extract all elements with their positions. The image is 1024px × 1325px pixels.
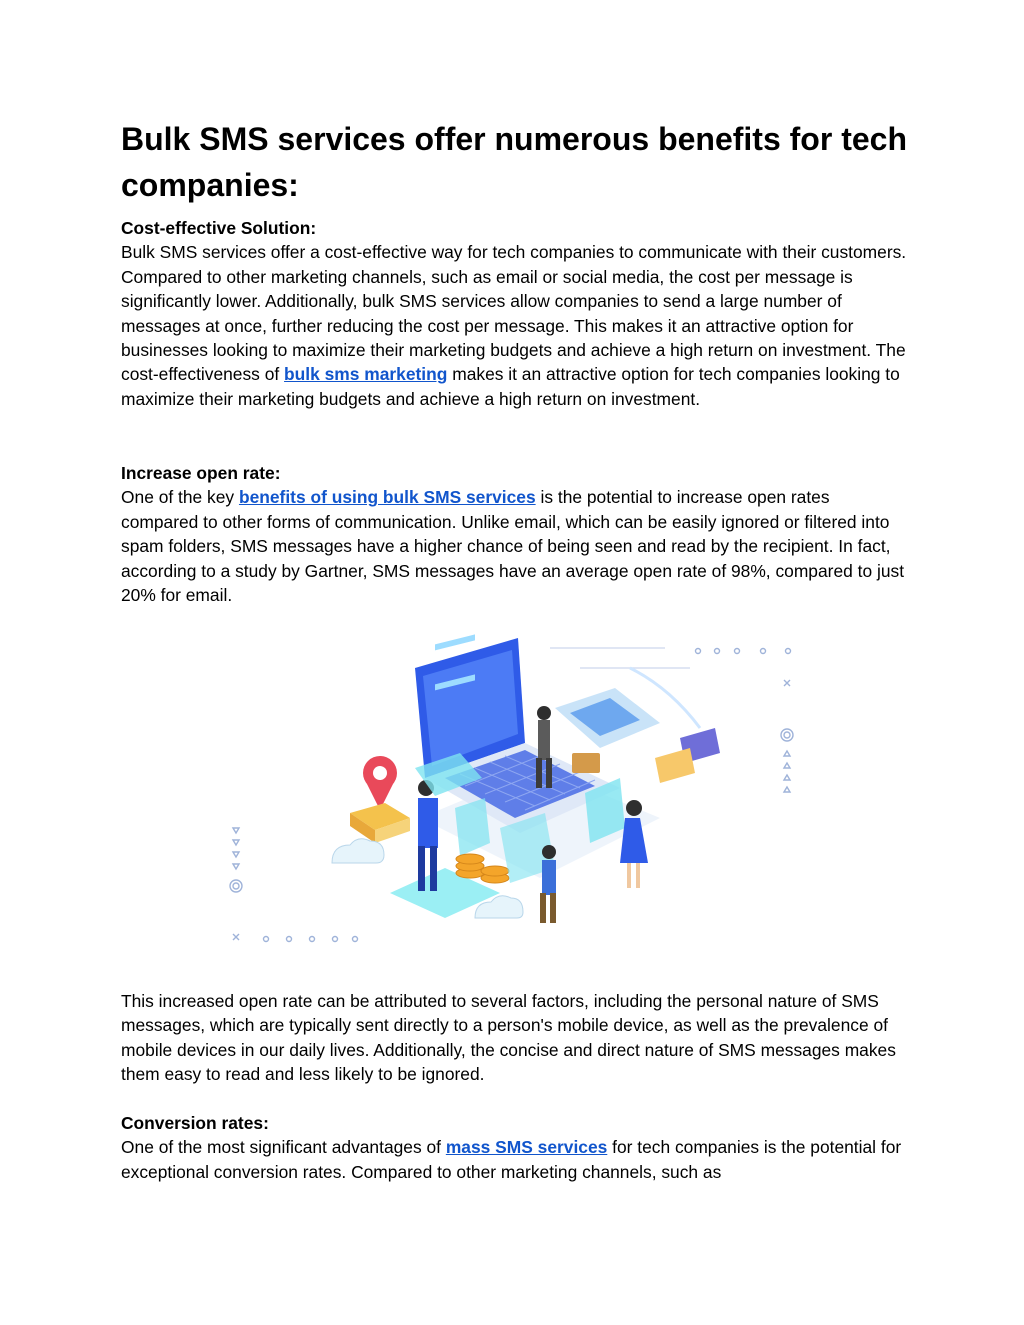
mass-sms-services-link[interactable]: mass SMS services	[445, 1137, 608, 1158]
paragraph-text: is the potential to increase open rates compared to other forms of communication. Unlike email, which can be easily ignored or filtered into spam folders, SMS messages have a higher chance of being seen and read by the recipient. In fact, according to a study by Gartner, SMS messages have an average open rate of 98%, compared to just 20% for email.	[121, 487, 905, 606]
section-paragraph	[121, 1135, 911, 1184]
section-conversion	[121, 1111, 911, 1184]
paragraph-text: One of the key	[121, 487, 239, 508]
bulk-sms-marketing-link[interactable]: bulk sms marketing	[284, 364, 448, 385]
paragraph-text: Bulk SMS services offer a cost-effective way for tech companies to communicate with their customers. Compared to other marketing channels, such as email or social media, the cost per message is significantly lower. Additionally, bulk SMS services allow companies to send a large number of messages at once, further reducing the cost per message. This makes it an attractive option for businesses looking to maximize their marketing budgets and achieve a high return on investment. The cost-effectiveness of	[121, 242, 907, 385]
section-factors	[121, 989, 911, 1087]
paragraph-text: One of the most significant advantages of	[121, 1137, 446, 1158]
section-heading: Cost-effective Solution:	[121, 218, 317, 238]
section-heading: Increase open rate:	[121, 463, 281, 483]
marketing-illustration	[220, 628, 810, 958]
paragraph-text: for tech companies is the potential for exceptional conversion rates. Compared to other marketing channels, such as	[121, 1137, 902, 1182]
section-cost-effective	[121, 216, 911, 411]
section-open-rate	[121, 461, 911, 607]
benefits-bulk-sms-link[interactable]: benefits of using bulk SMS services	[238, 487, 536, 508]
section-heading: Conversion rates:	[121, 1113, 269, 1133]
section-paragraph	[121, 240, 911, 411]
section-paragraph	[121, 485, 911, 607]
section-paragraph: This increased open rate can be attributed to several factors, including the personal nature of SMS messages, which are typically sent directly to a person's mobile device, as well as the prevalence of mobile devices in our daily lives. Additionally, the concise and direct nature of SMS messages makes them easy to read and less likely to be ignored.	[121, 991, 896, 1085]
page-title: Bulk SMS services offer numerous benefits for tech companies:	[121, 121, 907, 203]
paragraph-text: makes it an attractive option for tech companies looking to maximize their marketing budgets and achieve a high return on investment.	[121, 364, 900, 409]
isometric-laptop-marketing-illustration-icon	[220, 628, 810, 958]
